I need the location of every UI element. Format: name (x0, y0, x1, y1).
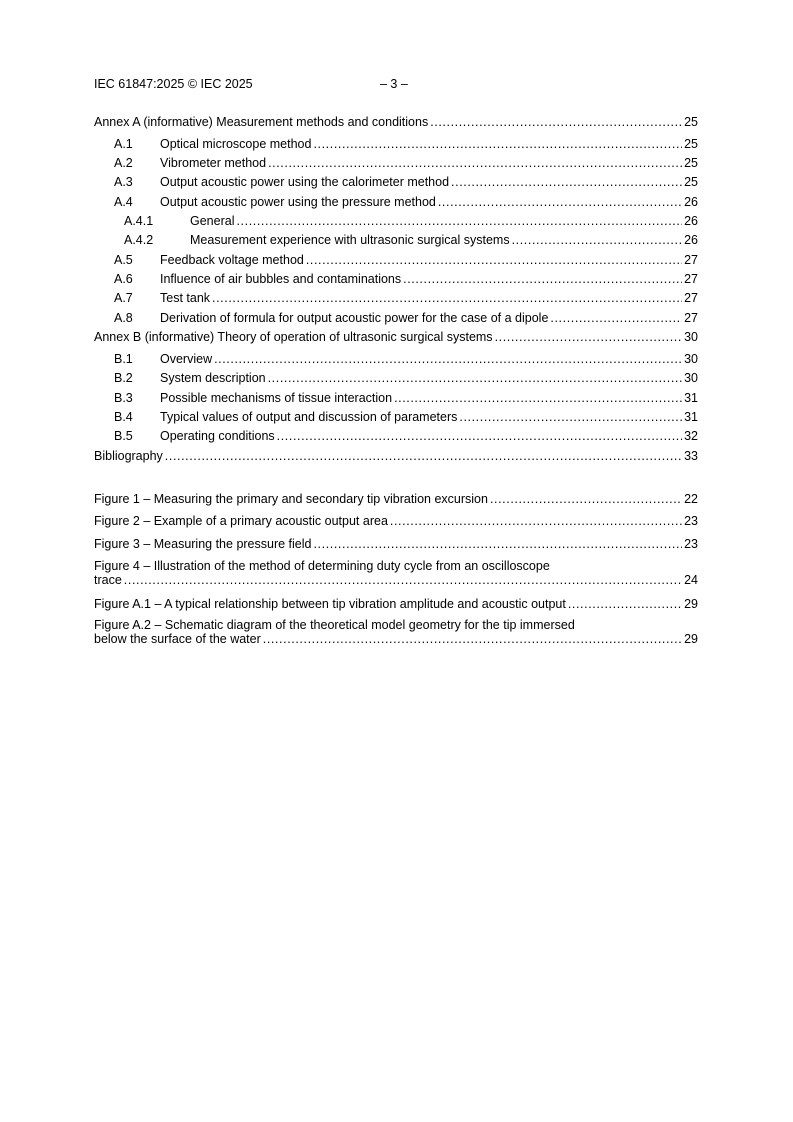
toc-entry-number: A.4.1 (124, 214, 154, 228)
toc-entry-a3[interactable] (114, 174, 698, 190)
toc-entry-b2[interactable] (114, 370, 698, 386)
figure-entry-page: 22 (684, 492, 698, 506)
toc-entry-title: Influence of air bubbles and contaminations (160, 272, 402, 286)
toc-entry-bibliography[interactable] (94, 448, 698, 464)
toc-entry-annex-a[interactable] (94, 114, 698, 130)
toc-entry-a2[interactable] (114, 155, 698, 171)
toc-entry-page: 25 (684, 115, 698, 129)
figure-entry-1[interactable] (94, 491, 698, 507)
toc-entry-a8[interactable] (114, 310, 698, 326)
dot-leader (234, 213, 682, 229)
toc-entry-a4[interactable] (114, 194, 698, 210)
figure-entry-title-line2: below the surface of the water (94, 632, 261, 646)
toc-entry-number: B.3 (114, 391, 133, 405)
dot-leader (212, 351, 682, 367)
toc-entry-title: Vibrometer method (160, 156, 267, 170)
dot-leader (436, 194, 682, 210)
document-id: IEC 61847:2025 © IEC 2025 (94, 77, 253, 91)
toc-entry-number: B.5 (114, 429, 133, 443)
dot-leader (122, 573, 682, 587)
dot-leader (210, 290, 682, 306)
toc-entry-title: Overview (160, 352, 213, 366)
toc-entry-title: General (190, 214, 235, 228)
figure-entry-3[interactable] (94, 536, 698, 552)
toc-entry-title: Derivation of formula for output acoustic power for the case of a dipole (160, 311, 549, 325)
toc-entry-number: A.5 (114, 253, 133, 267)
dot-leader (392, 390, 682, 406)
toc-entry-page: 26 (684, 214, 698, 228)
dot-leader (311, 536, 682, 552)
toc-entry-number: A.8 (114, 311, 133, 325)
toc-entry-title: Annex B (informative) Theory of operation of ultrasonic surgical systems (94, 330, 493, 344)
toc-entry-number: A.4 (114, 195, 133, 209)
figure-entry-page: 29 (684, 597, 698, 611)
toc-entry-title: System description (160, 371, 266, 385)
toc-entry-number: B.1 (114, 352, 133, 366)
dot-leader (401, 271, 682, 287)
toc-entry-page: 27 (684, 253, 698, 267)
figure-entry-title: Figure A.1 – A typical relationship between tip vibration amplitude and acoustic output (94, 597, 566, 611)
toc-entry-a4-2[interactable] (124, 232, 698, 248)
toc-entry-page: 25 (684, 137, 698, 151)
toc-entry-number: A.6 (114, 272, 133, 286)
figure-entry-2[interactable] (94, 513, 698, 529)
toc-entry-number: B.4 (114, 410, 133, 424)
figure-entry-page: 29 (684, 632, 698, 646)
page-number: – 3 – (380, 77, 408, 91)
toc-entry-page: 30 (684, 371, 698, 385)
dot-leader (548, 310, 682, 326)
toc-entry-a7[interactable] (114, 290, 698, 306)
dot-leader (266, 370, 682, 386)
dot-leader (388, 513, 682, 529)
figure-entry-title-line2: trace (94, 573, 122, 587)
toc-entry-number: A.2 (114, 156, 133, 170)
dot-leader (311, 136, 682, 152)
dot-leader (493, 329, 683, 345)
dot-leader (275, 428, 682, 444)
toc-entry-page: 26 (684, 233, 698, 247)
dot-leader (510, 232, 683, 248)
dot-leader (163, 448, 682, 464)
toc-entry-a1[interactable] (114, 136, 698, 152)
toc-entry-page: 31 (684, 410, 698, 424)
figure-entry-title: Figure 2 – Example of a primary acoustic output area (94, 514, 388, 528)
figure-entry-page: 23 (684, 537, 698, 551)
figure-entry-title-line1: Figure 4 – Illustration of the method of determining duty cycle from an oscilloscope (94, 559, 550, 573)
toc-entry-annex-b[interactable] (94, 329, 698, 345)
dot-leader (428, 114, 682, 130)
toc-entry-page: 26 (684, 195, 698, 209)
toc-entry-page: 27 (684, 311, 698, 325)
figure-entry-title-line1: Figure A.2 – Schematic diagram of the theoretical model geometry for the tip immersed (94, 618, 575, 632)
dot-leader (449, 174, 682, 190)
toc-entry-title: Optical microscope method (160, 137, 312, 151)
dot-leader (266, 155, 682, 171)
dot-leader (261, 632, 682, 646)
toc-entry-title: Output acoustic power using the calorimeter method (160, 175, 450, 189)
figure-entry-title: Figure 3 – Measuring the pressure field (94, 537, 312, 551)
figure-entry-a2[interactable] (94, 618, 698, 646)
dot-leader (457, 409, 682, 425)
toc-entry-title: Feedback voltage method (160, 253, 304, 267)
figure-entry-a1[interactable] (94, 596, 698, 612)
figure-entry-4[interactable] (94, 559, 698, 587)
dot-leader (488, 491, 682, 507)
toc-entry-b3[interactable] (114, 390, 698, 406)
figure-entry-page: 23 (684, 514, 698, 528)
toc-entry-title: Output acoustic power using the pressure method (160, 195, 436, 209)
toc-entry-title: Typical values of output and discussion of parameters (160, 410, 458, 424)
toc-entry-page: 27 (684, 272, 698, 286)
toc-entry-b1[interactable] (114, 351, 698, 367)
toc-entry-number: A.1 (114, 137, 133, 151)
toc-entry-number: A.4.2 (124, 233, 154, 247)
dot-leader (566, 596, 682, 612)
page-header (94, 77, 408, 91)
toc-entry-page: 30 (684, 330, 698, 344)
toc-entry-page: 25 (684, 175, 698, 189)
toc-entry-title: Possible mechanisms of tissue interaction (160, 391, 393, 405)
toc-entry-title: Annex A (informative) Measurement methods and conditions (94, 115, 429, 129)
dot-leader (304, 252, 682, 268)
toc-entry-number: A.7 (114, 291, 133, 305)
toc-entry-a5[interactable] (114, 252, 698, 268)
toc-entry-title: Measurement experience with ultrasonic surgical systems (190, 233, 510, 247)
toc-entry-b5[interactable] (114, 428, 698, 444)
toc-entry-page: 33 (684, 449, 698, 463)
figure-entry-title: Figure 1 – Measuring the primary and secondary tip vibration excursion (94, 492, 488, 506)
toc-entry-page: 25 (684, 156, 698, 170)
toc-entry-number: B.2 (114, 371, 133, 385)
toc-entry-title: Test tank (160, 291, 211, 305)
toc-entry-b4[interactable] (114, 409, 698, 425)
toc-entry-a4-1[interactable] (124, 213, 698, 229)
toc-entry-a6[interactable] (114, 271, 698, 287)
toc-entry-title: Bibliography (94, 449, 163, 463)
toc-entry-page: 32 (684, 429, 698, 443)
toc-entry-page: 31 (684, 391, 698, 405)
toc-entry-page: 30 (684, 352, 698, 366)
figure-entry-page: 24 (684, 573, 698, 587)
toc-entry-page: 27 (684, 291, 698, 305)
toc-entry-title: Operating conditions (160, 429, 275, 443)
toc-entry-number: A.3 (114, 175, 133, 189)
